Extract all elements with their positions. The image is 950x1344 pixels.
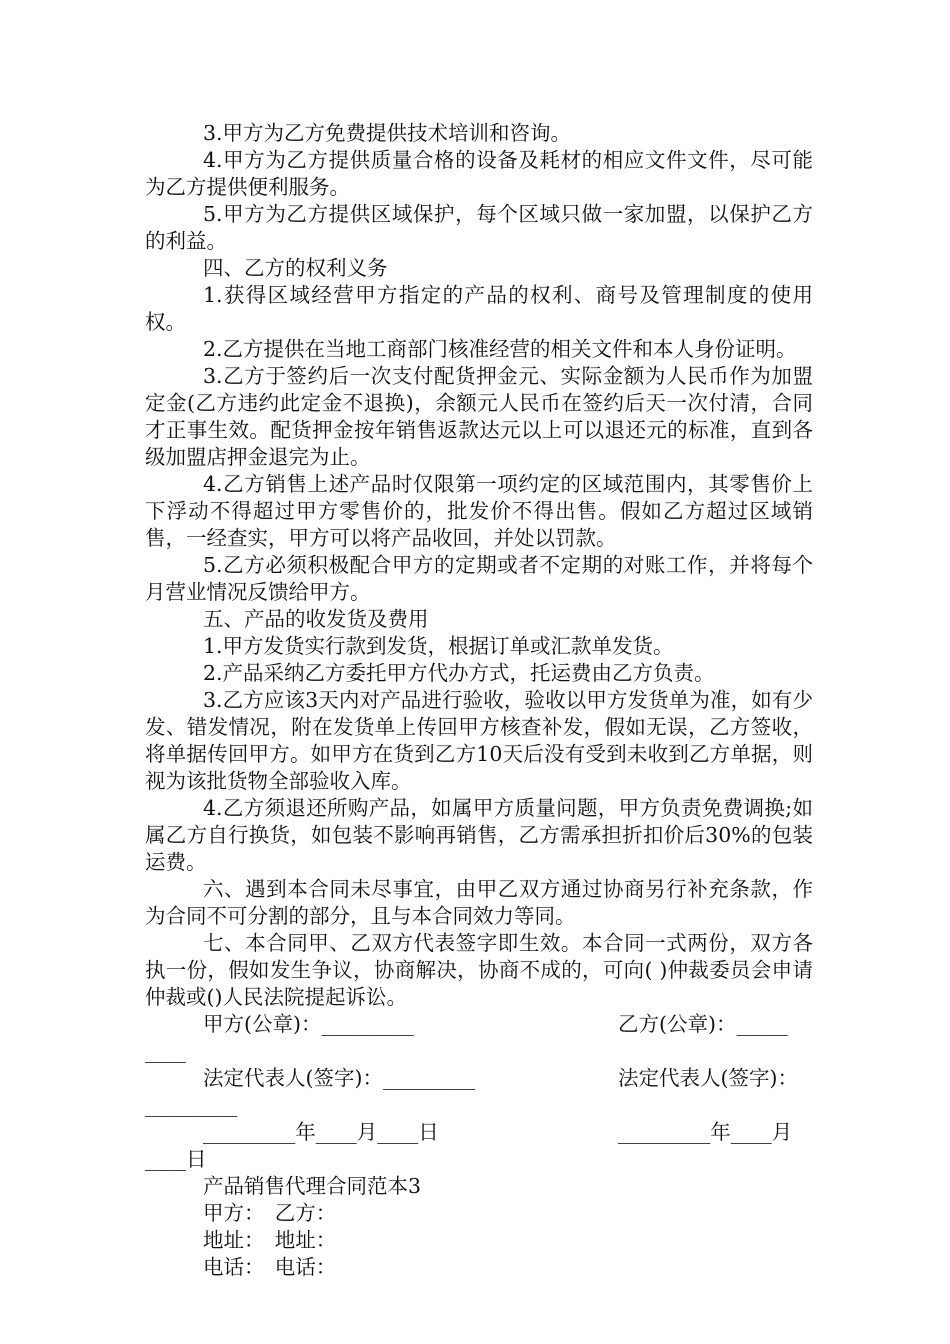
clause-4-equipment: 4.甲方为乙方提供质量合格的设备及耗材的相应文件文件，尽可能为乙方提供便利服务。 [145,148,813,199]
party-b-date: _________年____月 [618,1120,793,1144]
next-contract-address: 地址： 地址： [203,1228,337,1252]
party-b-seal-wrap: ____ [145,1039,186,1063]
clause-b5-reconciliation: 5.乙方必须积极配合甲方的定期或者不定期的对账工作，并将每个月营业情况反馈给甲方。 [145,553,813,604]
party-b-seal: 乙方(公章)：_____ [618,1012,788,1036]
clause-s2-freight: 2.产品采纳乙方委托甲方代办方式，托运费由乙方负责。 [203,661,715,685]
section-heading-party-b-rights: 四、乙方的权利义务 [203,256,388,280]
clause-3-training: 3.甲方为乙方免费提供技术培训和咨询。 [203,121,572,145]
clause-5-region-protection: 5.甲方为乙方提供区域保护，每个区域只做一家加盟，以保护乙方的利益。 [145,202,813,253]
next-contract-title: 产品销售代理合同范本3 [203,1174,422,1198]
section-heading-shipping: 五、产品的收发货及费用 [203,607,429,631]
clause-b1-operating-rights: 1.获得区域经营甲方指定的产品的权利、商号及管理制度的使用权。 [145,283,813,334]
next-contract-phone: 电话： 电话： [203,1255,337,1279]
party-a-representative: 法定代表人(签字)：_________ [203,1066,476,1090]
date-line [145,1119,813,1146]
party-a-date: _________年____月____日 [203,1120,439,1144]
clause-b3-deposit: 3.乙方于签约后一次支付配货押金元、实际金额为人民币作为加盟定金(乙方违约此定金不退换)，余额元人民币在签约后天一次付清，合同才正事生效。配货押金按年销售返款达元以上可以退还元的标准，直到各级加盟店押金退完为止。 [145,364,813,469]
section-six-supplementary: 六、遇到本合同未尽事宜，由甲乙双方通过协商另行补充条款，作为合同不可分割的部分，且与本合同效力等同。 [145,877,813,928]
clause-s4-returns: 4.乙方须退还所购产品，如属甲方质量问题，甲方负责免费调换;如属乙方自行换货，如包装不影响再销售，乙方需承担折扣价后30%的包装运费。 [145,796,813,874]
next-contract-parties: 甲方： 乙方： [203,1201,337,1225]
section-seven-effect: 七、本合同甲、乙双方代表签字即生效。本合同一式两份，双方各执一份，假如发生争议，协商解决，协商不成的，可向( )仲裁委员会申请仲裁或()人民法院提起诉讼。 [145,931,813,1009]
clause-b4-pricing: 4.乙方销售上述产品时仅限第一项约定的区域范围内，其零售价上下浮动不得超过甲方零售价的，批发价不得出售。假如乙方超过区域销售，一经查实，甲方可以将产品收回，并处以罚款。 [145,472,813,550]
representative-line [145,1065,813,1092]
seal-line [145,1011,813,1038]
party-b-date-wrap: ____日 [145,1147,207,1171]
party-b-representative-wrap: _________ [145,1093,238,1117]
clause-b2-documents: 2.乙方提供在当地工商部门核准经营的相关文件和本人身份证明。 [203,337,797,361]
contract-page [145,120,813,1281]
clause-s1-payment: 1.甲方发货实行款到发货，根据订单或汇款单发货。 [203,634,674,658]
clause-s3-inspection: 3.乙方应该3天内对产品进行验收，验收以甲方发货单为准，如有少发、错发情况，附在发货单上传回甲方核查补发，假如无误，乙方签收，将单据传回甲方。如甲方在货到乙方10天后没有受到未收到乙方单据，则视为该批货物全部验收入库。 [145,688,813,793]
party-b-representative: 法定代表人(签字)： [618,1066,798,1090]
party-a-seal: 甲方(公章)：_________ [203,1012,414,1036]
